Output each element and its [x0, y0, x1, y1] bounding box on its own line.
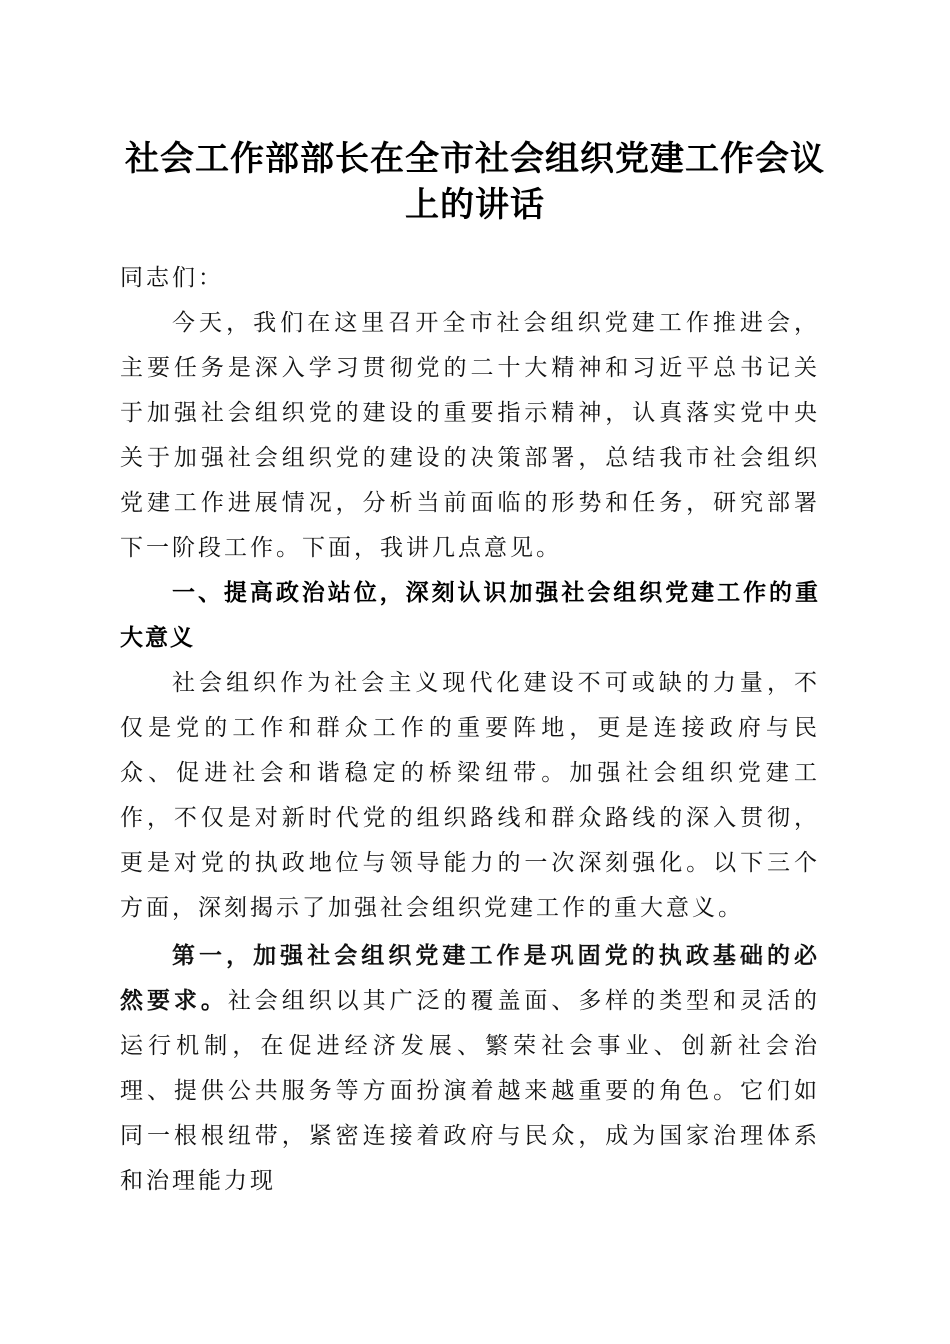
greeting: 同志们： — [120, 265, 224, 291]
document-title: 社会工作部部长在全市社会组织党建工作会议上的讲话 — [125, 139, 825, 225]
point-1-paragraph — [120, 934, 820, 1204]
intro-paragraph: 今天，我们在这里召开全市社会组织党建工作推进会，主要任务是深入学习贯彻党的二十大精神和习近平总书记关于加强社会组织党的建设的重要指示精神，认真落实党中央关于加强社会组织党的建设的决策部署，总结我市社会组织党建工作进展情况，分析当前面临的形势和任务，研究部署下一阶段工作。下面，我讲几点意见。 — [120, 310, 820, 561]
point-1-lead: 第一，加强社会组织党建工作是巩固党的执政基础的必然要求。 — [120, 943, 820, 1014]
document-body — [120, 256, 820, 1204]
section-1-heading: 一、提高政治站位，深刻认识加强社会组织党建工作的重大意义 — [120, 580, 820, 651]
section-1-paragraph: 社会组织作为社会主义现代化建设不可或缺的力量，不仅是党的工作和群众工作的重要阵地，更是连接政府与民众、促进社会和谐稳定的桥梁纽带。加强社会组织党建工作，不仅是对新时代党的组织路线和群众路线的深入贯彻，更是对党的执政地位与领导能力的一次深刻强化。以下三个方面，深刻揭示了加强社会组织党建工作的重大意义。 — [120, 670, 820, 921]
point-1-body: 社会组织以其广泛的覆盖面、多样的类型和灵活的运行机制，在促进经济发展、繁荣社会事业、创新社会治理、提供公共服务等方面扮演着越来越重要的角色。它们如同一根根纽带，紧密连接着政府与民众，成为国家治理体系和治理能力现 — [120, 988, 821, 1194]
